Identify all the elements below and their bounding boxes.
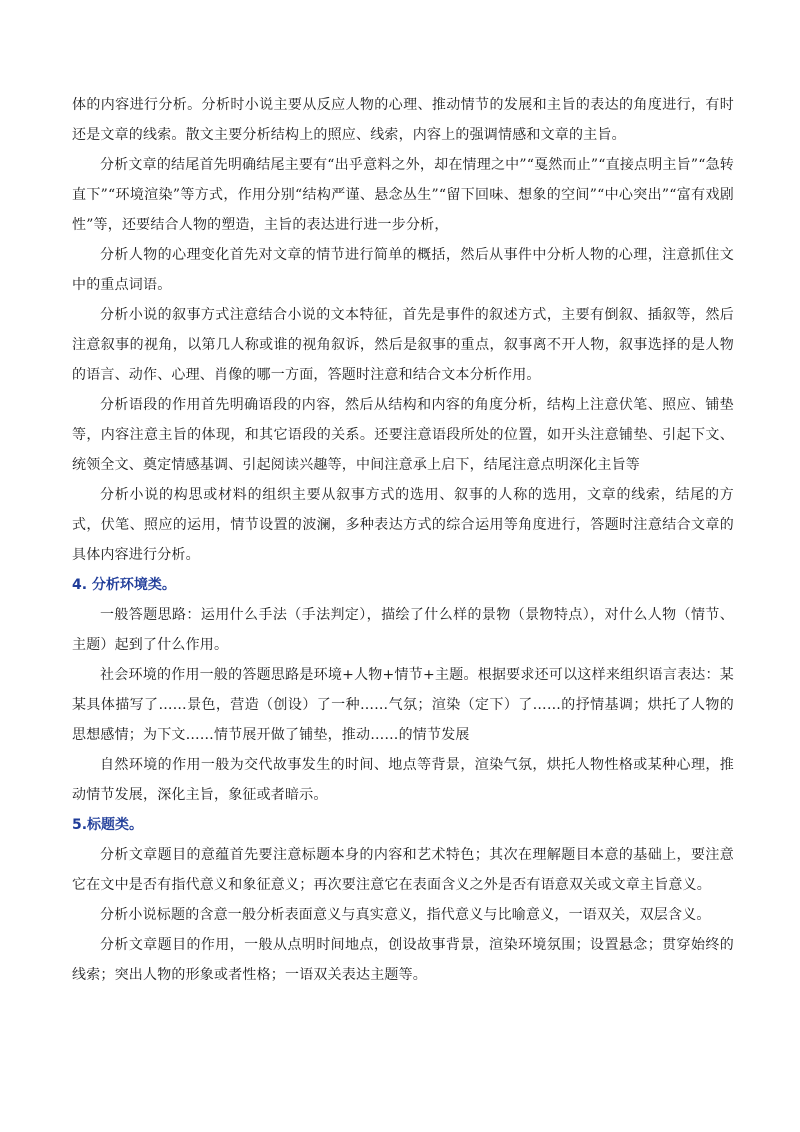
paragraph-continuation: 体的内容进行分析。分析时小说主要从反应人物的心理、推动情节的发展和主旨的表达的角度进行，有时还是文章的线索。散文主要分析结构上的照应、线索，内容上的强调情感和文章的主旨。 xyxy=(72,97,734,143)
paragraph-narrative-analysis: 分析小说的叙事方式注意结合小说的文本特征，首先是事件的叙述方式，主要有倒叙、插叙等，然后注意叙事的视角，以第几人称或谁的视角叙诉，然后是叙事的重点，叙事离不开人物，叙事选择的是人物的语言、动作、心理、肖像的哪一方面，答题时注意和结合文本分析作用。 xyxy=(72,307,734,383)
document-page xyxy=(72,90,734,990)
paragraph-title-meaning: 分析文章题目的意蕴首先要注意标题本身的内容和艺术特色；其次在理解题目本意的基础上，要注意它在文中是否有指代意义和象征意义；再次要注意它在表面含义之外是否有语意双关或文章主旨意义。 xyxy=(72,847,734,893)
paragraph-environment-general: 一般答题思路：运用什么手法（手法判定），描绘了什么样的景物（景物特点），对什么人物（情节、主题）起到了什么作用。 xyxy=(72,607,734,653)
paragraph-natural-environment: 自然环境的作用一般为交代故事发生的时间、地点等背景，渲染气氛，烘托人物性格或某种心理，推动情节发展，深化主旨，象征或者暗示。 xyxy=(72,757,734,803)
section-heading-title: 5.标题类。 xyxy=(72,817,144,833)
section-heading-environment: 4. 分析环境类。 xyxy=(72,577,176,593)
paragraph-title-implication: 分析小说标题的含意一般分析表面意义与真实意义，指代意义与比喻意义，一语双关，双层含义。 xyxy=(100,907,711,923)
paragraph-section-function: 分析语段的作用首先明确语段的内容，然后从结构和内容的角度分析，结构上注意伏笔、照应、铺垫等，内容注意主旨的体现，和其它语段的关系。还要注意语段所处的位置，如开头注意铺垫、引起下文、统领全文、奠定情感基调、引起阅读兴趣等，中间注意承上启下，结尾注意点明深化主旨等 xyxy=(72,397,734,473)
paragraph-title-function: 分析文章题目的作用，一般从点明时间地点，创设故事背景，渲染环境氛围；设置悬念；贯穿始终的线索；突出人物的形象或者性格；一语双关表达主题等。 xyxy=(72,937,734,983)
paragraph-social-environment: 社会环境的作用一般的答题思路是环境+人物+情节+主题。根据要求还可以这样来组织语言表达：某某具体描写了……景色，营造（创设）了一种……气氛；渲染（定下）了……的抒情基调；烘托了人物的思想感情；为下文……情节展开做了铺垫，推动……的情节发展 xyxy=(72,667,734,743)
paragraph-structure-analysis: 分析小说的构思或材料的组织主要从叙事方式的选用、叙事的人称的选用，文章的线索，结尾的方式，伏笔、照应的运用，情节设置的波澜，多种表达方式的综合运用等角度进行，答题时注意结合文章的具体内容进行分析。 xyxy=(72,487,734,563)
paragraph-psychology-analysis: 分析人物的心理变化首先对文章的情节进行简单的概括，然后从事件中分析人物的心理，注意抓住文中的重点词语。 xyxy=(72,247,734,293)
paragraph-ending-analysis: 分析文章的结尾首先明确结尾主要有“出乎意料之外，却在情理之中”“戛然而止”“直接点明主旨”“急转直下”“环境渲染”等方式，作用分别“结构严谨、悬念丛生”“留下回味、想象的空间”“中心突出”“富有戏剧性”等，还要结合人物的塑造，主旨的表达进行进一步分析， xyxy=(72,157,734,233)
